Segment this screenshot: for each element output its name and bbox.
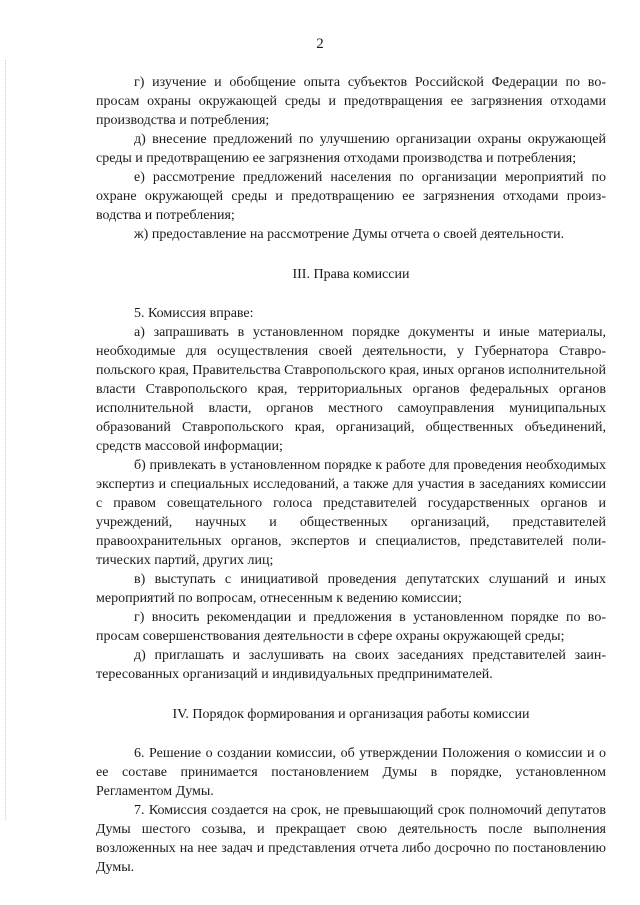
paragraph-5d: д) приглашать и заслушивать на своих заседаниях представителей заинтересованных организаций и индивидуальных предпринимателей.	[96, 648, 606, 682]
page-number: 2	[316, 36, 324, 52]
section-heading-rights: III. Права комиссии	[292, 267, 410, 282]
paragraph-5: 5. Комиссия вправе:	[134, 306, 254, 321]
paragraph-d: д) внесение предложений по улучшению организации охраны окружающей среды и предотвращению ее загрязнения отходами производства и потребления;	[96, 132, 606, 166]
paragraph-5b: б) привлекать в установленном порядке к работе для проведения необходимых экспертиз и специальных исследований, а также для участия в заседаниях комиссии с правом совещательного голоса представителей государственных органов и учреждений, научных и общественных организаций, представителей правоохранительных органов, экспертов и специалистов, представителей политических партий, других лиц;	[96, 458, 606, 568]
paragraph-6: 6. Решение о создании комиссии, об утверждении Положения о комиссии и о ее составе принимается постановлением Думы в порядке, установленном Регламентом Думы.	[96, 746, 606, 799]
paragraph-5g: г) вносить рекомендации и предложения в установленном порядке по вопросам совершенствования деятельности в сфере охраны окружающей среды;	[96, 610, 606, 644]
paragraph-7: 7. Комиссия создается на срок, не превышающий срок полномочий депутатов Думы шестого созыва, и прекращает свою деятельность после выполнения возложенных на нее задач и представления отчета либо досрочно по постановлению Думы.	[96, 803, 606, 875]
document-body	[96, 73, 606, 877]
paragraph-g: г) изучение и обобщение опыта субъектов Российской Федерации по вопросам охраны окружающей среды и предотвращения ее загрязнения отходами производства и потребления;	[96, 75, 606, 128]
binding-edge-marks	[5, 60, 7, 820]
paragraph-zh: ж) предоставление на рассмотрение Думы отчета о своей деятельности.	[134, 227, 565, 242]
section-heading-formation: IV. Порядок формирования и организация работы комиссии	[172, 707, 530, 722]
paragraph-5a: а) запрашивать в установленном порядке документы и иные материалы, необходимые для осуществления своей деятельности, у Губернатора Ставропольского края, Правительства Ставропольского края, иных органов исполнительной власти Ставропольского края, территориальных органов федеральных органов исполнительной власти, органов местного самоуправления муниципальных образований Ставропольского края, организаций, общественных объединений, средств массовой информации;	[96, 325, 606, 454]
paragraph-5v: в) выступать с инициативой проведения депутатских слушаний и иных мероприятий по вопросам, отнесенным к ведению комиссии;	[96, 572, 606, 606]
paragraph-e: е) рассмотрение предложений населения по организации мероприятий по охране окружающей среды и предотвращению ее загрязнения отходами производства и потребления;	[96, 170, 606, 223]
